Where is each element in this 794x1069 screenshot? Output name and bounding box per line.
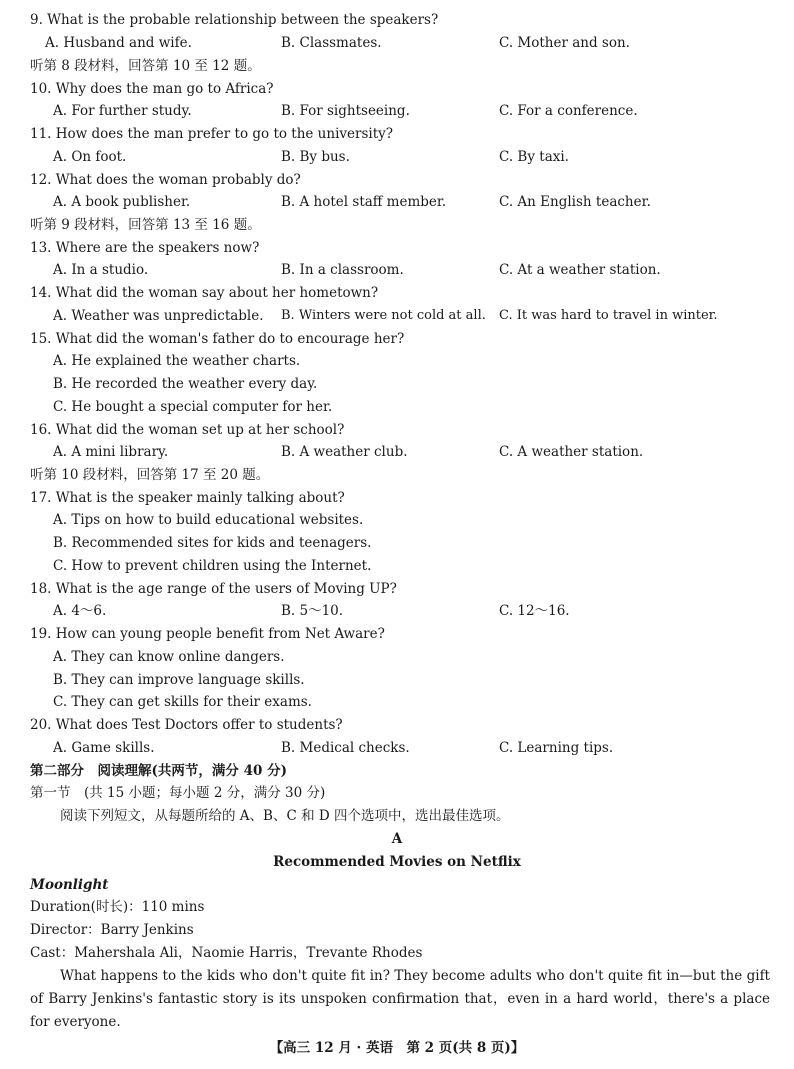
question-18: 18. What is the age range of the users of Moving UP? [30, 581, 397, 597]
passage-title: Recommended Movies on Netflix [273, 854, 521, 870]
movie-title: Moonlight [30, 877, 109, 893]
question-10-options [0, 101, 794, 121]
option-b: B. A hotel staff member. [281, 194, 447, 210]
reading-instruction: 阅读下列短文，从每题所给的 A、B、C 和 D 四个选项中，选出最佳选项。 [60, 808, 510, 824]
option-c: C. Learning tips. [499, 740, 614, 756]
option-b: B. Classmates. [281, 35, 382, 51]
option-c: C. For a conference. [499, 103, 638, 119]
question-20: 20. What does Test Doctors offer to students? [30, 717, 343, 733]
option-a: A. Tips on how to build educational websites. [53, 512, 364, 528]
option-a: A. He explained the weather charts. [53, 353, 301, 369]
option-a: A. A mini library. [53, 444, 169, 460]
question-16-options [0, 442, 794, 462]
passage-letter: A [391, 831, 403, 847]
question-11: 11. How does the man prefer to go to the university? [30, 126, 393, 142]
question-14: 14. What did the woman say about her hometown? [30, 285, 379, 301]
option-c: C. An English teacher. [499, 194, 651, 210]
question-12: 12. What does the woman probably do? [30, 172, 301, 188]
option-c: C. 12～16. [499, 603, 570, 619]
option-b: B. Winters were not cold at all. [281, 308, 486, 323]
question-14-options [0, 306, 794, 326]
question-15: 15. What did the woman's father do to encourage her? [30, 331, 405, 347]
option-b: B. He recorded the weather every day. [53, 376, 318, 392]
question-20-options [0, 738, 794, 758]
question-16: 16. What did the woman set up at her school? [30, 422, 345, 438]
question-9: 9. What is the probable relationship between the speakers? [30, 12, 439, 28]
question-13-options [0, 260, 794, 280]
section-9-instruction: 听第 9 段材料，回答第 13 至 16 题。 [30, 217, 261, 233]
option-c: C. Mother and son. [499, 35, 630, 51]
option-c: C. At a weather station. [499, 262, 661, 278]
option-a: A. For further study. [53, 103, 192, 119]
option-a: A. In a studio. [53, 262, 149, 278]
option-b: B. In a classroom. [281, 262, 404, 278]
question-17: 17. What is the speaker mainly talking about? [30, 490, 345, 506]
movie-duration: Duration(时长)：110 mins [30, 899, 205, 915]
option-c: C. They can get skills for their exams. [53, 694, 312, 710]
movie-cast: Cast：Mahershala Ali，Naomie Harris，Trevante Rhodes [30, 945, 423, 961]
question-11-options [0, 147, 794, 167]
question-9-options [0, 33, 794, 53]
section-one-title: 第一节 (共 15 小题；每小题 2 分，满分 30 分) [30, 785, 326, 801]
option-a: A. A book publisher. [53, 194, 191, 210]
option-b: B. Medical checks. [281, 740, 410, 756]
option-c: C. He bought a special computer for her. [53, 399, 333, 415]
option-b: B. 5～10. [281, 603, 344, 619]
section-8-instruction: 听第 8 段材料，回答第 10 至 12 题。 [30, 58, 261, 74]
movie-description: What happens to the kids who don't quite fit in? They become adults who don't quite fit in—but the gift of Barry Jenkins's fantastic story is its unspoken confirmation that，even in a hard world，there's a place for everyone. [30, 968, 770, 1030]
option-a: A. Weather was unpredictable. [53, 308, 264, 324]
option-c: C. A weather station. [499, 444, 644, 460]
option-a: A. Husband and wife. [45, 35, 192, 51]
question-18-options [0, 601, 794, 621]
question-19: 19. How can young people benefit from Net Aware? [30, 626, 385, 642]
option-a: A. They can know online dangers. [53, 649, 285, 665]
page-footer: 【高三 12 月 · 英语 第 2 页(共 8 页)】 [269, 1040, 525, 1056]
question-12-options [0, 192, 794, 212]
section-10-instruction: 听第 10 段材料，回答第 17 至 20 题。 [30, 467, 270, 483]
option-b: B. By bus. [281, 149, 350, 165]
option-b: B. They can improve language skills. [53, 672, 305, 688]
option-c: C. By taxi. [499, 149, 569, 165]
question-10: 10. Why does the man go to Africa? [30, 81, 274, 97]
question-13: 13. Where are the speakers now? [30, 240, 260, 256]
option-a: A. Game skills. [53, 740, 155, 756]
option-b: B. Recommended sites for kids and teenagers. [53, 535, 372, 551]
option-c: C. It was hard to travel in winter. [499, 308, 718, 323]
option-a: A. On foot. [53, 149, 127, 165]
option-c: C. How to prevent children using the Internet. [53, 558, 372, 574]
option-b: B. For sightseeing. [281, 103, 410, 119]
part-two-title: 第二部分 阅读理解(共两节，满分 40 分) [30, 763, 287, 779]
option-a: A. 4～6. [53, 603, 107, 619]
movie-director: Director：Barry Jenkins [30, 922, 194, 938]
option-b: B. A weather club. [281, 444, 408, 460]
